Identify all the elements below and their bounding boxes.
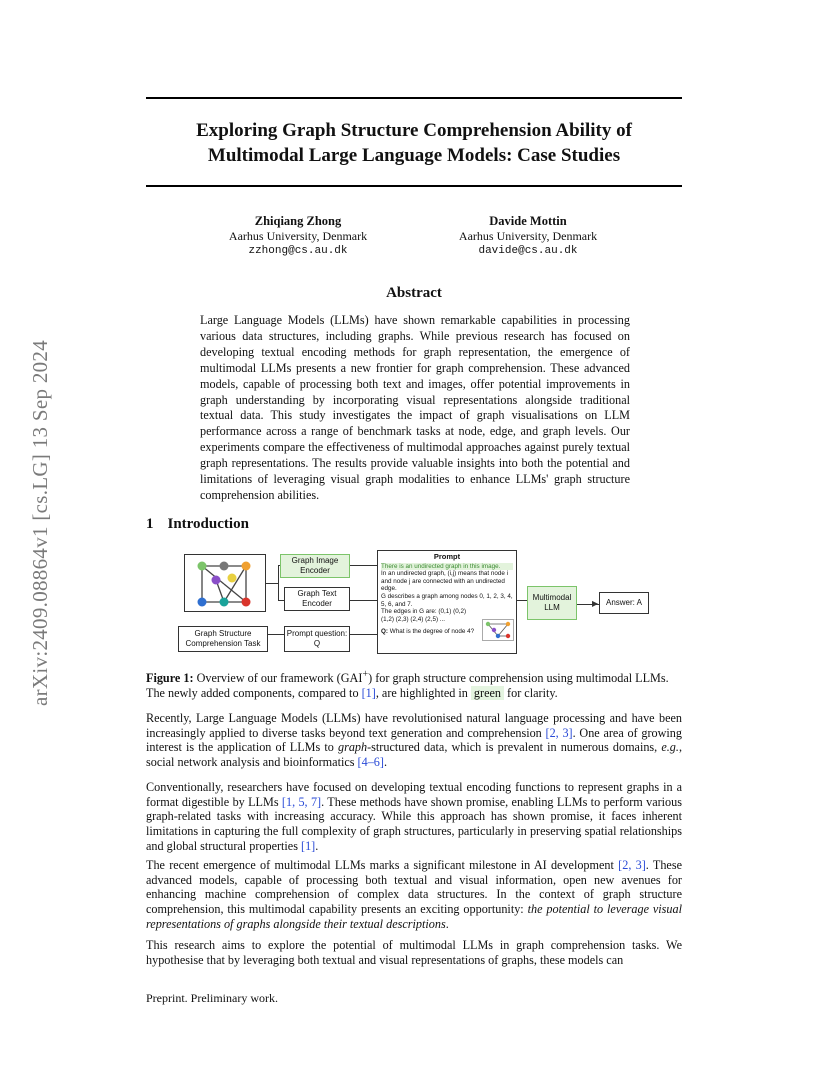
graph-node bbox=[242, 598, 251, 607]
arrow-head-icon: ▶ bbox=[592, 599, 599, 608]
prompt-q-text: What is the degree of node 4? bbox=[389, 628, 475, 636]
para-text: This research aims to explore the potential of multimodal LLMs in graph comprehension tasks. We hypothesise that by leveraging both textual and visual representations of graphs, these models can bbox=[146, 938, 682, 967]
graph-node bbox=[198, 562, 207, 571]
graph-node bbox=[228, 574, 237, 583]
graph-node bbox=[220, 598, 229, 607]
para-text: . bbox=[315, 838, 319, 853]
citation-link[interactable]: [1, 5, 7] bbox=[281, 794, 322, 809]
para-text: Conventionally, researchers have focused on developing textual encoding functions to represent graphs in a format digestible by LLMs bbox=[146, 780, 682, 809]
para-text: -structured data, which is prevalent in numerous domains, bbox=[367, 740, 662, 755]
prompt-line: In an undirected graph, (i,j) means that node i and node j are connected with an undirected edge. bbox=[381, 570, 509, 593]
abstract-text: Large Language Models (LLMs) have shown remarkable capabilities in processing various data structures, including graphs. While previous research has focused on developing textual encoding methods for graph representation, the emergence of multimodal LLMs presents a new frontier for graph comprehension. These advanced models, capable of processing both text and images, offer potential improvements in graph understanding by incorporating visual representations alongside traditional textual data. This study investigates the impact of graph visualisations on LLM performance across a range of benchmark tasks at node, edge, and graph levels. Our experiments compare the effectiveness of multimodal approaches against purely textual graph representations. The results provide valuable insights into both the potential and limitations of leveraging visual graph modalities to enhance LLMs' graph structure comprehension abilities. bbox=[200, 313, 630, 502]
figure-caption bbox=[146, 667, 682, 701]
graph-node bbox=[220, 562, 229, 571]
prompt-title: Prompt bbox=[433, 552, 461, 561]
author-email[interactable]: davide@cs.au.dk bbox=[478, 245, 578, 257]
prompt-line: The edges in G are: (0,1) (0,2) (1,2) (2,3) (2,4) (2,5) ... bbox=[381, 608, 467, 623]
author-affiliation: Aarhus University, Denmark bbox=[458, 229, 598, 243]
title-bottom-rule bbox=[146, 185, 682, 187]
paragraph-3 bbox=[146, 858, 682, 932]
connector bbox=[350, 600, 377, 601]
citation-link[interactable]: [2, 3] bbox=[618, 858, 646, 872]
task-box: Graph Structure Comprehension Task bbox=[178, 626, 268, 652]
multimodal-llm-box: Multimodal LLM bbox=[527, 586, 577, 620]
paper-title bbox=[146, 118, 682, 168]
para-text: . These advanced models, capable of processing both textual and visual information, open new avenues for enhancing machine comprehension of complex data structures. In the context of graph structure comprehension, this multimodal capability presents an exciting opportunity: bbox=[146, 858, 682, 917]
caption-sup: + bbox=[362, 669, 369, 680]
caption-label: Figure 1: bbox=[146, 671, 194, 686]
caption-text: ) for graph structure comprehension using multimodal LLMs. The newly added components, compared to bbox=[146, 671, 669, 701]
citation-link[interactable]: [4–6] bbox=[357, 755, 384, 770]
paragraph-4 bbox=[146, 938, 682, 967]
connector bbox=[350, 565, 377, 566]
para-text: , social network analysis and bioinformatics bbox=[146, 740, 682, 770]
connector bbox=[268, 634, 284, 635]
arxiv-side-label: arXiv:2409.08864v1 [cs.LG] 13 Sep 2024 bbox=[28, 339, 52, 707]
para-emph: e.g. bbox=[661, 740, 679, 755]
graph-node bbox=[212, 576, 221, 585]
para-text: Recently, Large Language Models (LLMs) have revolutionised natural language processing and have been increasingly applied to diverse tasks beyond text generation and comprehension bbox=[146, 711, 682, 740]
connector bbox=[517, 600, 527, 601]
abstract-heading: Abstract bbox=[386, 285, 442, 301]
citation-link[interactable]: [2, 3] bbox=[545, 725, 573, 740]
connector bbox=[350, 634, 377, 635]
caption-text: Overview of our framework (GAI bbox=[196, 671, 363, 686]
prompt-q-label: Q: bbox=[381, 628, 388, 636]
para-emph: the potential to leverage visual representations of graphs alongside their textual descriptions bbox=[146, 902, 682, 931]
prompt-green-line: There is an undirected graph in this image. bbox=[381, 563, 513, 571]
prompt-panel bbox=[377, 550, 517, 654]
author-email[interactable]: zzhong@cs.au.dk bbox=[248, 245, 348, 257]
answer-box: Answer: A bbox=[599, 592, 649, 614]
prompt-graph-thumbnail bbox=[482, 619, 514, 641]
graph-image-encoder-box: Graph Image Encoder bbox=[280, 554, 350, 578]
prompt-line: G describes a graph among nodes 0, 1, 2, 3, 4, 5, 6, and 7. bbox=[381, 592, 513, 608]
title-line-2: Multimodal Large Language Models: Case Studies bbox=[207, 145, 621, 166]
citation-link[interactable]: [1] bbox=[361, 686, 376, 701]
graph-text-encoder-box: Graph Text Encoder bbox=[284, 587, 350, 611]
section-title: Introduction bbox=[167, 516, 249, 532]
para-text: . bbox=[383, 755, 387, 770]
author-block-2 bbox=[418, 214, 638, 259]
caption-text: for clarity. bbox=[504, 686, 558, 701]
caption-text: , are highlighted in bbox=[375, 686, 471, 701]
paragraph-2 bbox=[146, 780, 682, 854]
caption-green-highlight: green bbox=[471, 686, 504, 700]
para-emph: graph bbox=[337, 740, 368, 755]
author-affiliation: Aarhus University, Denmark bbox=[228, 229, 368, 243]
footer-note: Preprint. Preliminary work. bbox=[146, 991, 278, 1005]
title-top-rule bbox=[146, 97, 682, 99]
author-name: Davide Mottin bbox=[489, 214, 567, 228]
graph-node bbox=[198, 598, 207, 607]
graph-image-thumbnail bbox=[184, 554, 266, 612]
graph-node bbox=[242, 562, 251, 571]
title-line-1: Exploring Graph Structure Comprehension Ability of bbox=[196, 120, 632, 141]
author-name: Zhiqiang Zhong bbox=[254, 214, 342, 228]
paragraph-1 bbox=[146, 711, 682, 770]
figure-1 bbox=[178, 550, 658, 656]
para-text: . These methods have shown promise, enabling LLMs to perform various graph-related tasks with increasing accuracy. While this approach has shown promise, it faces inherent limitations in capturing the full complexity of graph structures, particularly in preserving spatial relationships and global structural properties bbox=[146, 794, 682, 853]
connector bbox=[278, 565, 279, 601]
citation-link[interactable]: [1] bbox=[301, 838, 316, 853]
author-block-1 bbox=[188, 214, 408, 259]
para-text: The recent emergence of multimodal LLMs marks a significant milestone in AI development bbox=[146, 858, 619, 872]
prompt-question-box: Prompt question: Q bbox=[284, 626, 350, 652]
para-text: . bbox=[445, 916, 449, 931]
section-heading bbox=[146, 516, 263, 533]
para-text: . One area of growing interest is the application of LLMs to bbox=[146, 725, 682, 755]
section-number: 1 bbox=[146, 516, 154, 532]
connector bbox=[266, 583, 278, 584]
